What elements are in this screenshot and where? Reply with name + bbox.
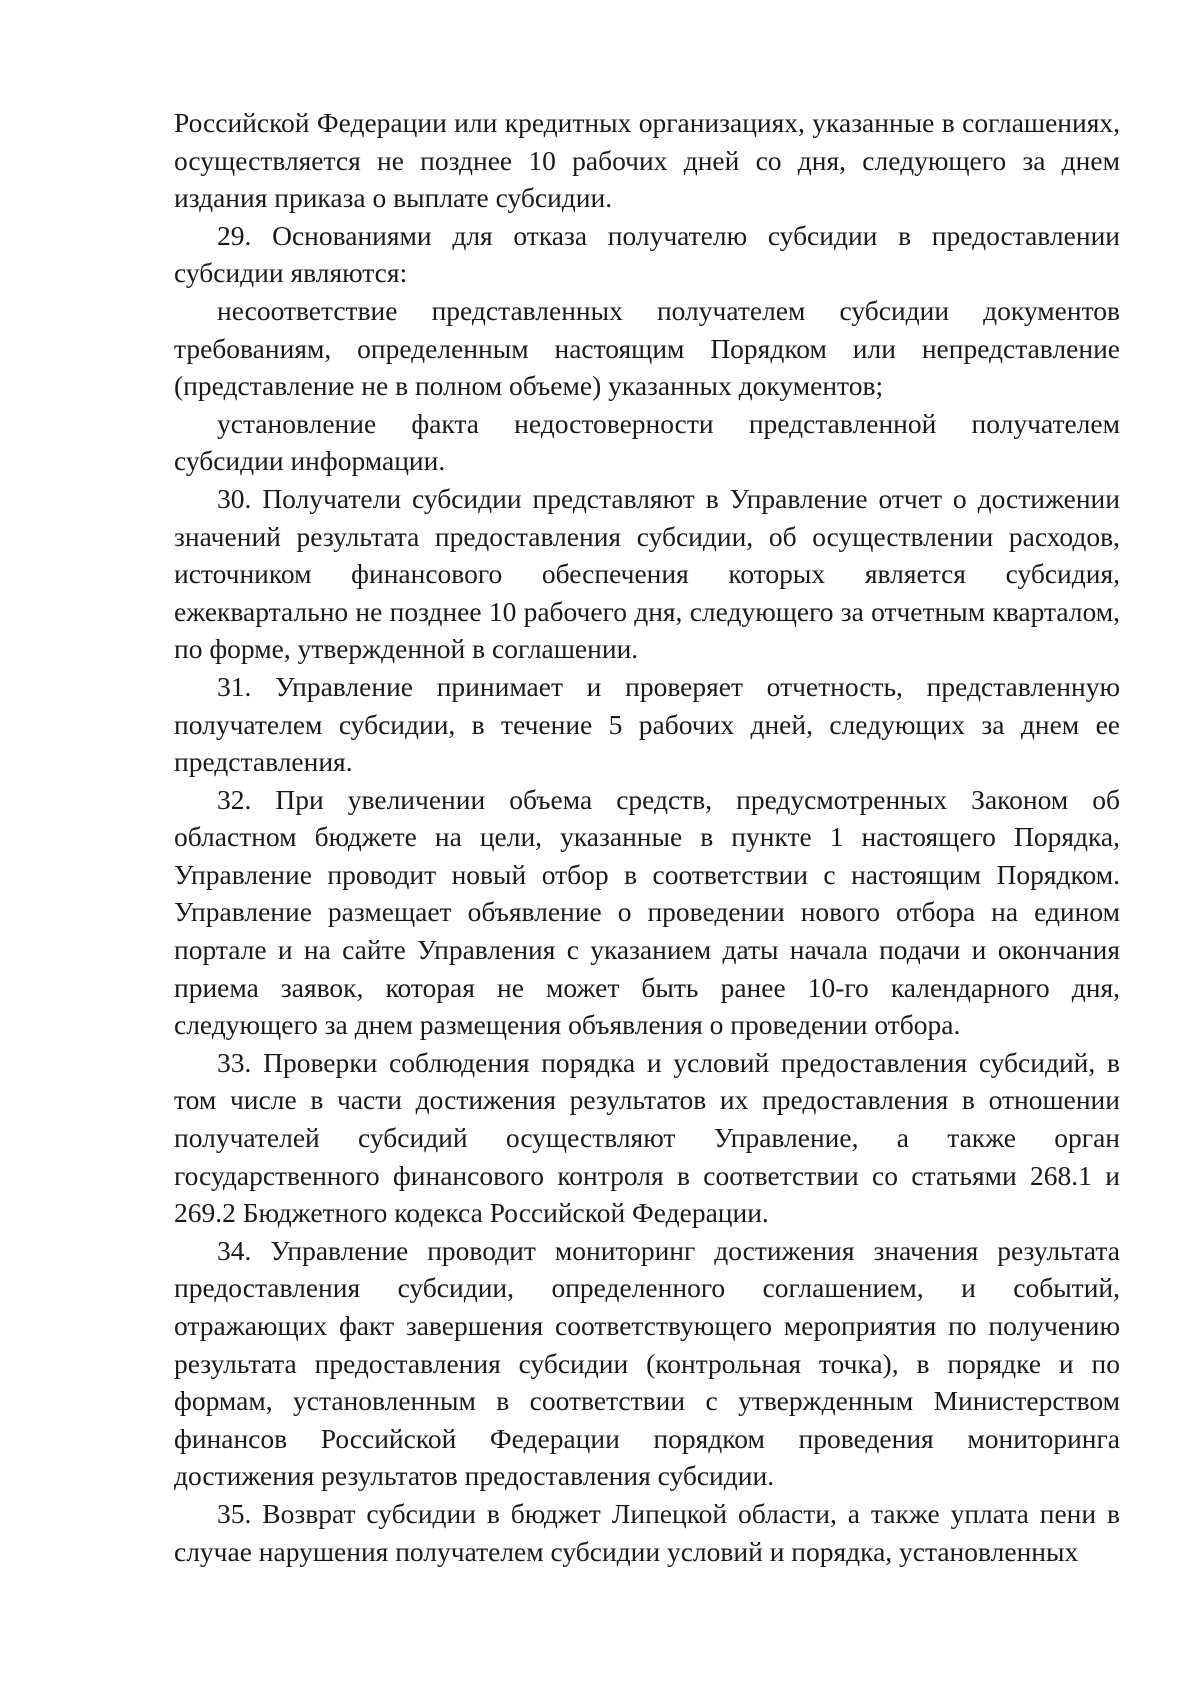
paragraph-32: 32. При увеличении объема средств, предусмотренных Законом об областном бюджете на цели, указанные в пункте 1 настоящего Порядка, Управление проводит новый отбор в соответствии с настоящим Порядком. Управление размещает объявление о проведении нового отбора на едином портале и на сайте Управления с указанием даты начала подачи и окончания приема заявок, которая не может быть ранее 10-го календарного дня, следующего за днем размещения объявления о проведении отбора. xyxy=(174,783,1120,1041)
paragraph-29: 29. Основаниями для отказа получателю субсидии в предоставлении субсидии являются: xyxy=(174,219,1120,289)
paragraph-31: 31. Управление принимает и проверяет отчетность, представленную получателем субсидии, в течение 5 рабочих дней, следующих за днем ее представления. xyxy=(174,670,1120,778)
paragraph-35: 35. Возврат субсидии в бюджет Липецкой области, а также уплата пени в случае нарушения получателем субсидии условий и порядка, установленных xyxy=(174,1497,1120,1567)
document-page xyxy=(174,104,1120,1570)
paragraph-34: 34. Управление проводит мониторинг достижения значения результата предоставления субсидии, определенного соглашением, и событий, отражающих факт завершения соответствующего мероприятия по получению результата предоставления субсидии (контрольная точка), в порядке и по формам, установленным в соответствии с утвержденным Министерством финансов Российской Федерации порядком проведения мониторинга достижения результатов предоставления субсидии. xyxy=(174,1234,1120,1492)
paragraph-continuation: Российской Федерации или кредитных организациях, указанные в соглашениях, осуществляется не позднее 10 рабочих дней со дня, следующего за днем издания приказа о выплате субсидии. xyxy=(174,107,1120,214)
paragraph-29-item-2: установление факта недостоверности представленной получателем субсидии информации. xyxy=(174,407,1120,477)
paragraph-29-item-1: несоответствие представленных получателем субсидии документов требованиям, определенным настоящим Порядком или непредставление (представление не в полном объеме) указанных документов; xyxy=(174,294,1120,402)
paragraph-33: 33. Проверки соблюдения порядка и условий предоставления субсидий, в том числе в части достижения результатов их предоставления в отношении получателей субсидий осуществляют Управление, а также орган государственного финансового контроля в соответствии со статьями 268.1 и 269.2 Бюджетного кодекса Российской Федерации. xyxy=(174,1046,1120,1229)
paragraph-30: 30. Получатели субсидии представляют в Управление отчет о достижении значений результата предоставления субсидии, об осуществлении расходов, источником финансового обеспечения которых является субсидия, ежеквартально не позднее 10 рабочего дня, следующего за отчетным кварталом, по форме, утвержденной в соглашении. xyxy=(174,482,1120,665)
